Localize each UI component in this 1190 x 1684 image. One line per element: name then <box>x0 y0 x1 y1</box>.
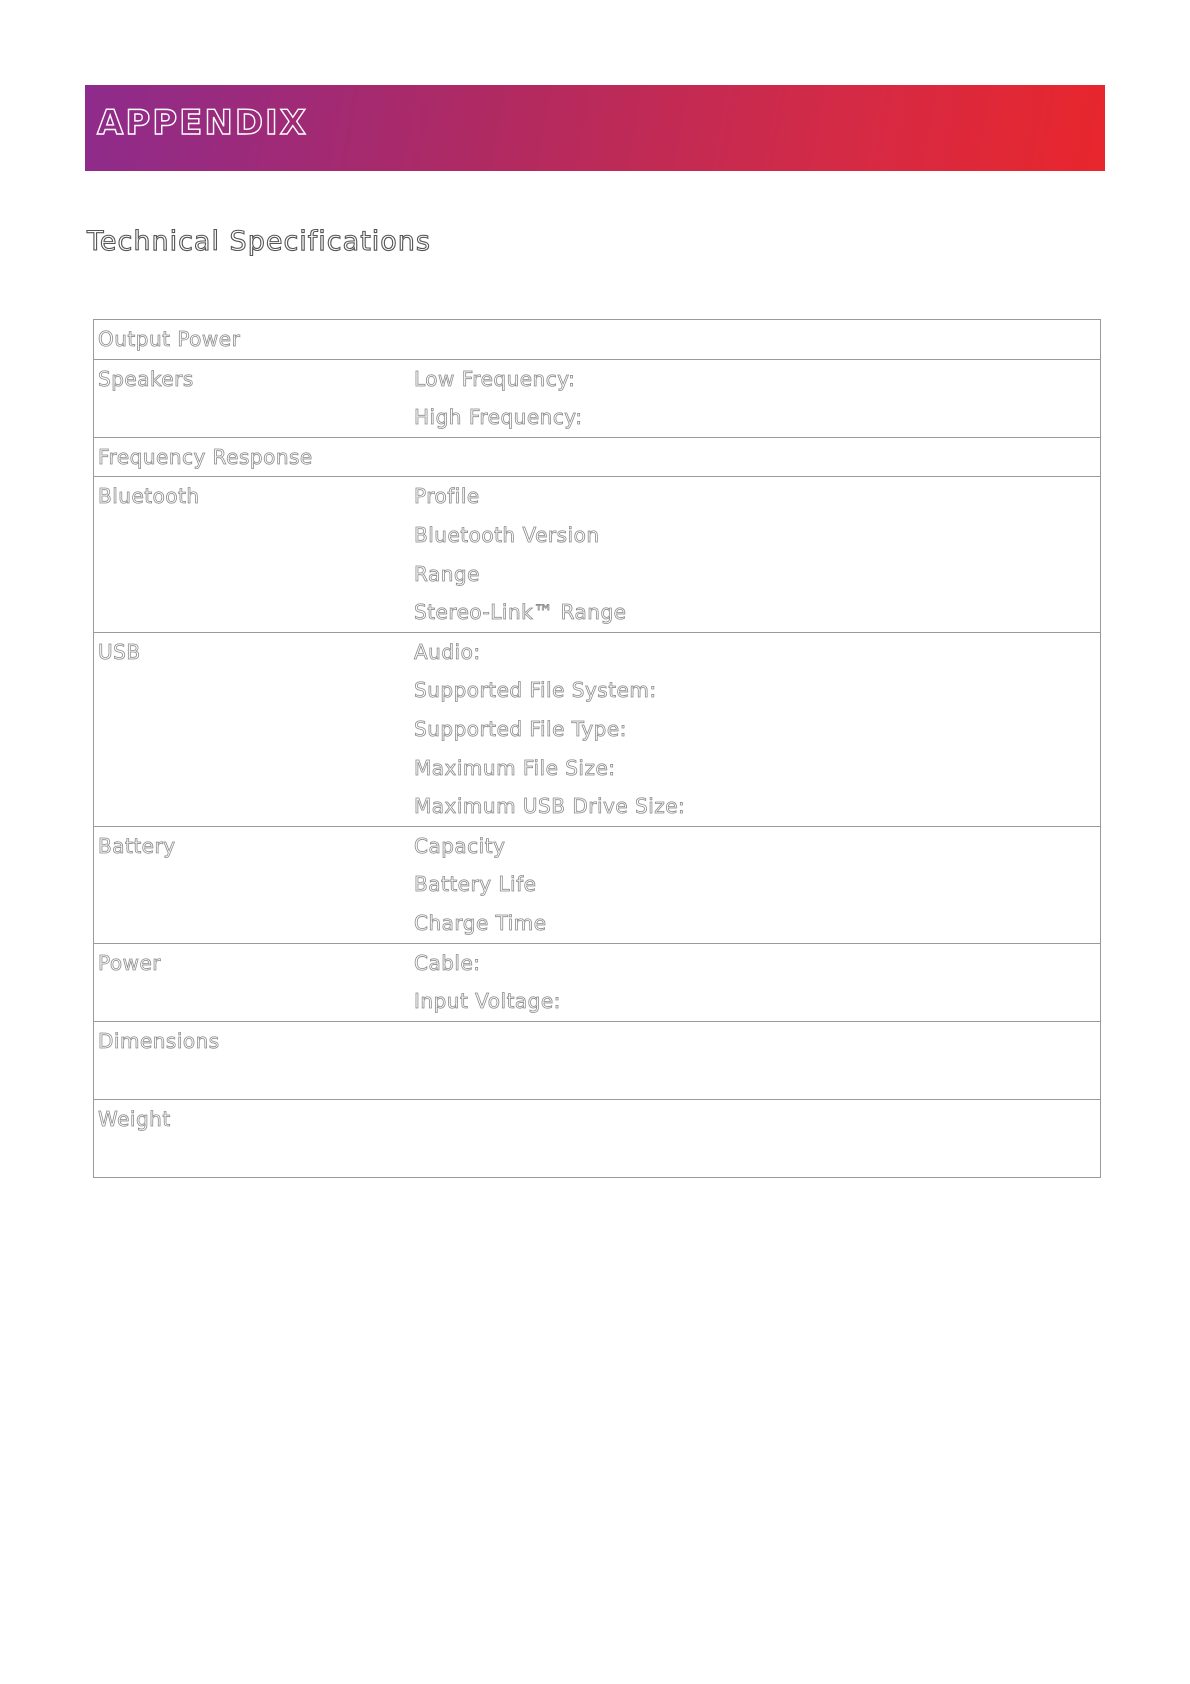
spec-row-dimensions <box>94 1021 1101 1099</box>
spec-row-weight <box>94 1099 1101 1177</box>
spec-sublabel: Stereo-Link™ Range <box>414 600 627 625</box>
spec-sublabel: Audio: <box>414 639 481 664</box>
spec-sublabel: Supported File Type: <box>414 716 627 741</box>
spec-sublabel: Maximum USB Drive Size: <box>414 794 686 819</box>
spec-sublabel: Bluetooth Version <box>414 522 600 547</box>
spec-sublabel: Cable: <box>414 950 481 975</box>
spec-sublabel: Profile <box>414 484 480 509</box>
spec-sublabel: Input Voltage: <box>414 989 561 1014</box>
spec-row-power <box>94 943 1101 1021</box>
spec-sublabel: Battery Life <box>414 872 537 897</box>
spec-row-frequency-response <box>94 437 1101 477</box>
banner-title: APPENDIX <box>97 103 308 143</box>
spec-label: Power <box>98 950 161 975</box>
spec-label: Bluetooth <box>98 484 200 509</box>
spec-sublabel: Maximum File Size: <box>414 755 616 780</box>
spec-sublabel: Charge Time <box>414 910 547 935</box>
spec-label: Frequency Response <box>98 444 313 469</box>
spec-label: USB <box>98 639 141 664</box>
spec-label: Speakers <box>98 366 194 391</box>
spec-sublabel: High Frequency: <box>414 405 583 430</box>
spec-table <box>93 319 1101 1178</box>
spec-label: Battery <box>98 833 176 858</box>
spec-label: Output Power <box>98 327 241 351</box>
spec-row-output-power <box>94 320 1101 360</box>
spec-sublabel: Range <box>414 561 480 586</box>
spec-label: Dimensions <box>98 1028 220 1053</box>
section-title: Technical Specifications <box>87 226 431 257</box>
spec-row-speakers <box>94 359 1101 437</box>
spec-row-battery <box>94 826 1101 943</box>
spec-label: Weight <box>98 1106 171 1131</box>
appendix-banner <box>85 85 1105 171</box>
spec-row-bluetooth <box>94 477 1101 632</box>
spec-sublabel: Capacity <box>414 833 506 858</box>
spec-row-usb <box>94 632 1101 826</box>
spec-sublabel: Low Frequency: <box>414 366 576 391</box>
spec-sublabel: Supported File System: <box>414 678 657 703</box>
